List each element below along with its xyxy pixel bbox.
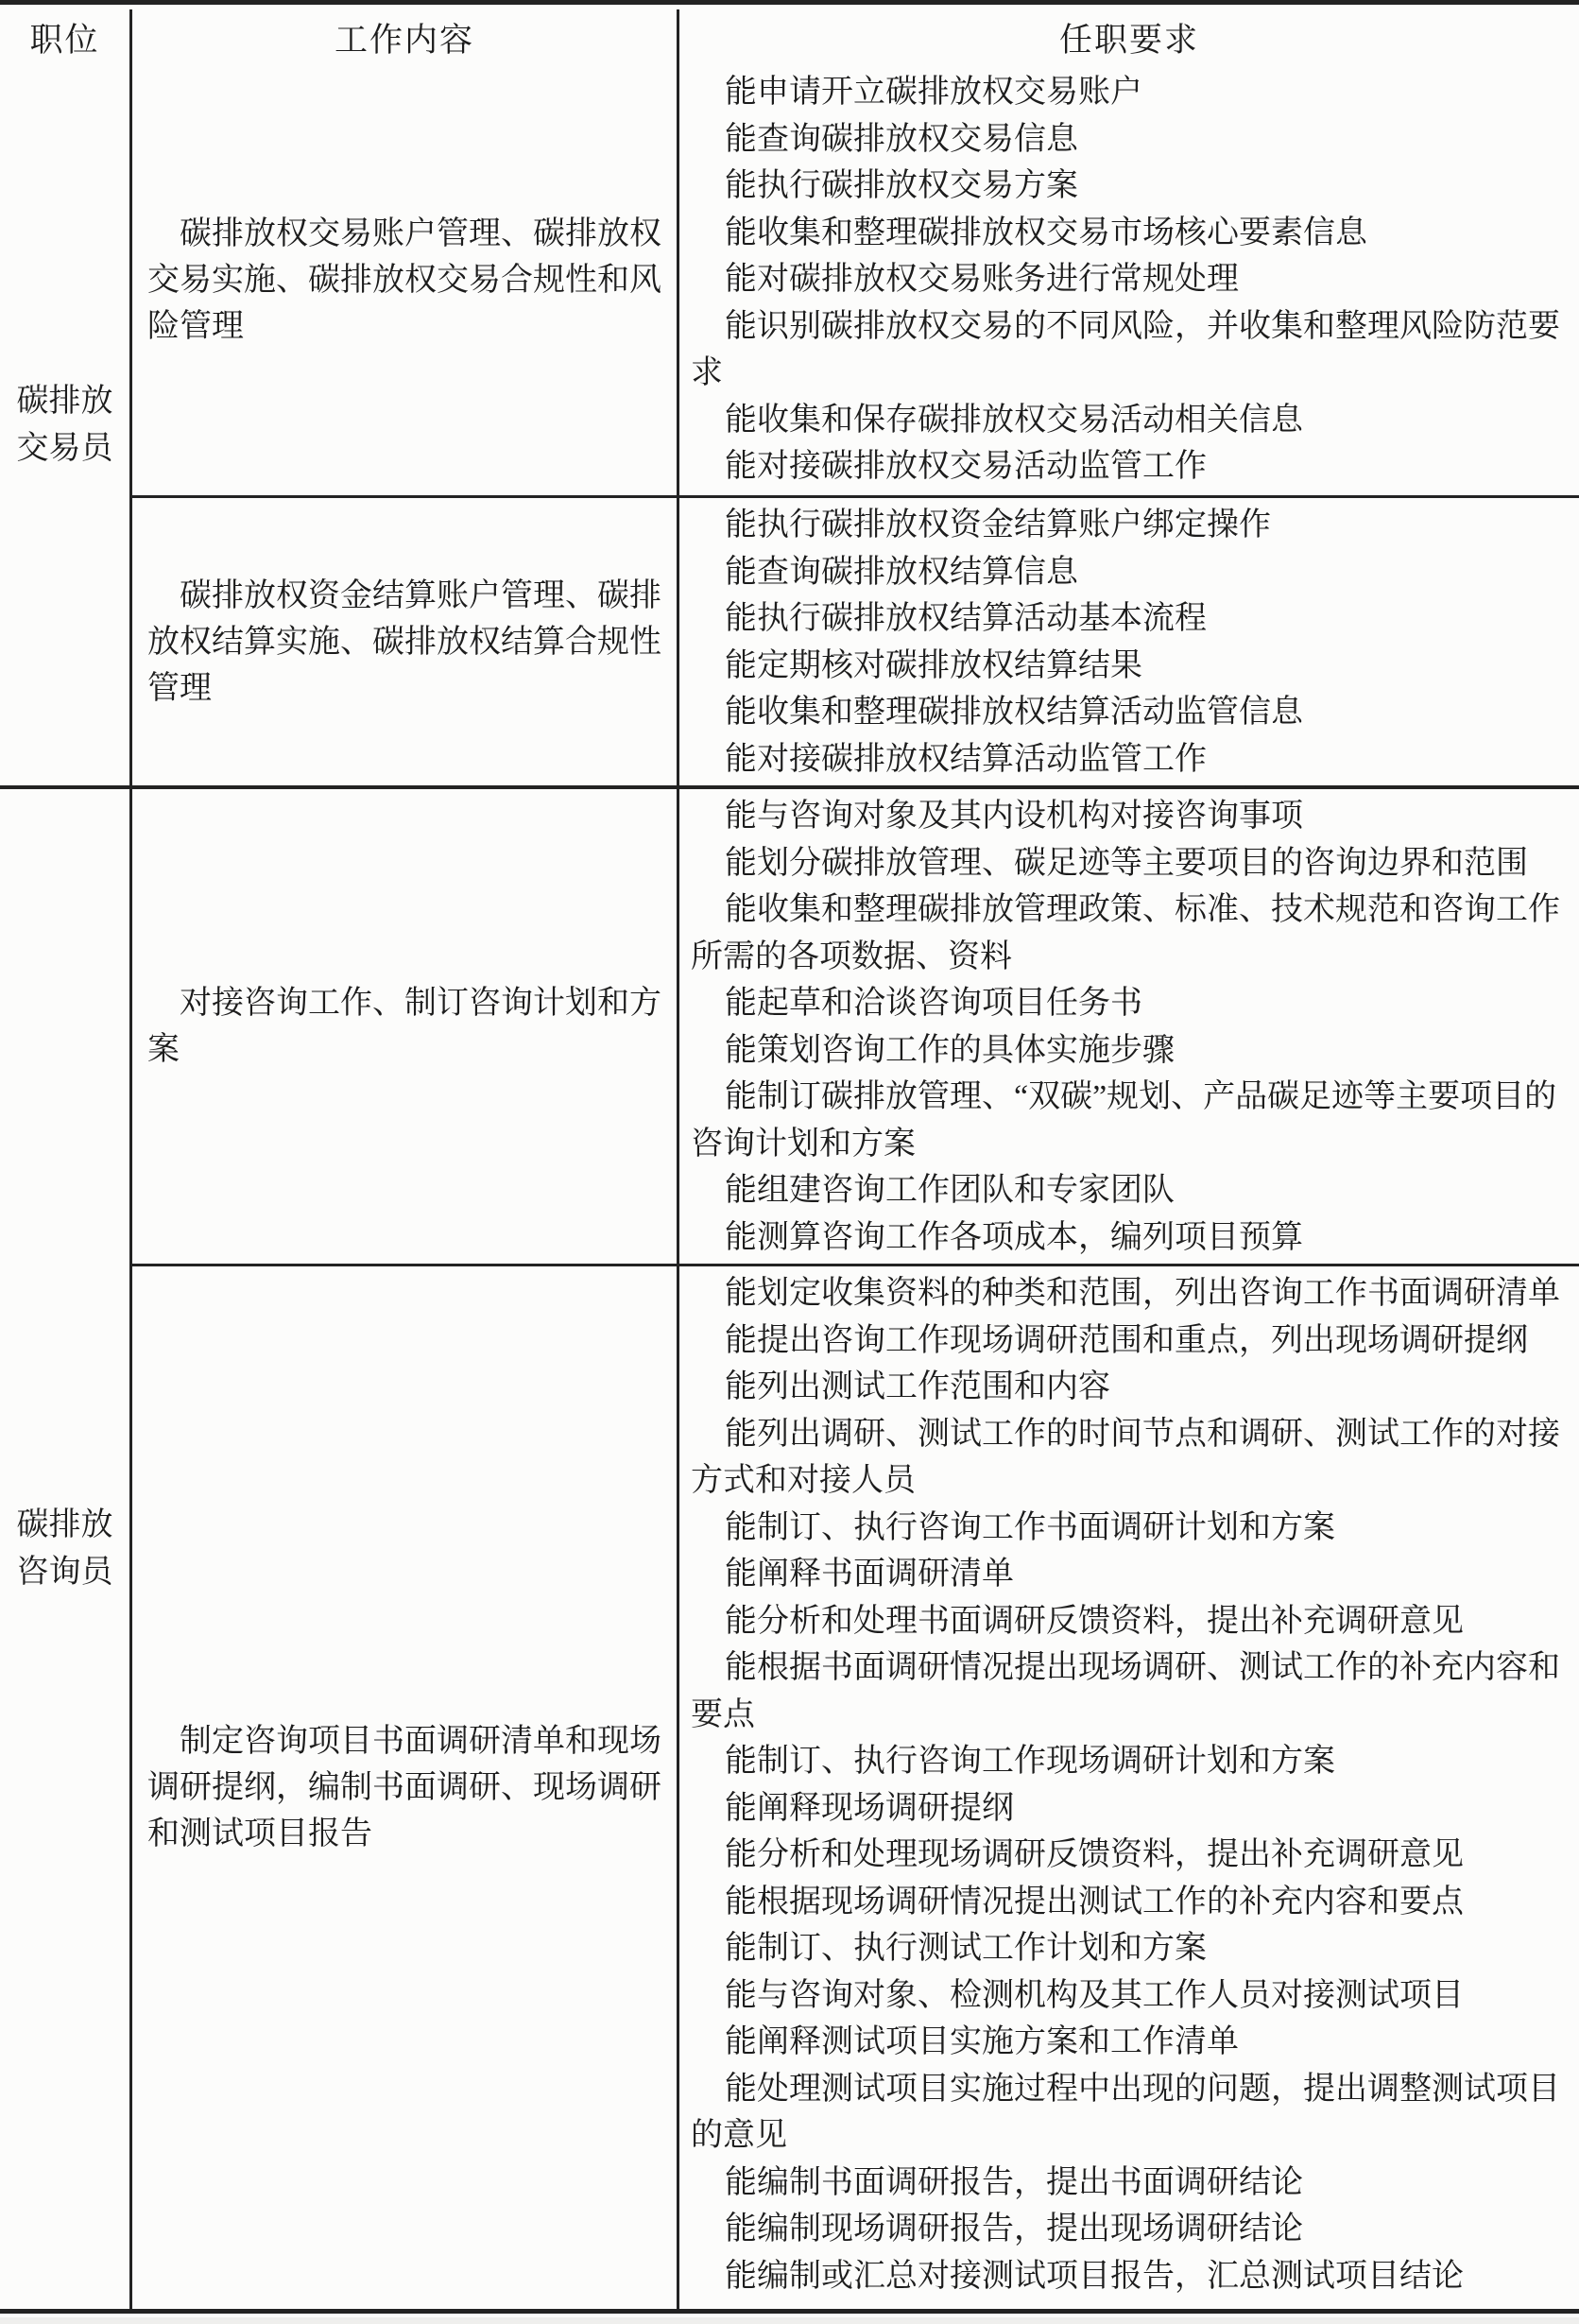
requirement-item: 能处理测试项目实施过程中出现的问题，提出调整测试项目的意见	[691, 2071, 1560, 2153]
requirements-cell	[679, 789, 1579, 1264]
requirement-item: 能收集和保存碳排放权交易活动相关信息	[725, 402, 1303, 438]
work-content-cell	[132, 1266, 677, 2309]
requirement-item: 能执行碳排放权资金结算账户绑定操作	[725, 508, 1271, 542]
requirement-item: 能制订、执行咨询工作现场调研计划和方案	[725, 1744, 1335, 1779]
requirement-item: 能提出咨询工作现场调研范围和重点，列出现场调研提纲	[725, 1322, 1528, 1358]
requirement-item: 能阐释测试项目实施方案和工作清单	[725, 2024, 1239, 2059]
column-header-requirements: 任职要求	[1058, 21, 1199, 59]
scan-artifact-strip	[0, 2317, 1579, 2324]
requirement-item: 能识别碳排放权交易的不同风险，并收集和整理风险防范要求	[691, 308, 1560, 390]
header-divider-line	[0, 0, 1579, 3]
position-name-carbon-trader: 碳排放交易员	[16, 384, 113, 466]
requirement-item: 能制订、执行咨询工作书面调研计划和方案	[725, 1509, 1335, 1545]
requirement-item: 能组建咨询工作团队和专家团队	[725, 1173, 1175, 1208]
requirement-item: 能定期核对碳排放权结算结果	[725, 647, 1142, 683]
work-content-cell	[132, 65, 677, 495]
requirement-item: 能收集和整理碳排放权交易市场核心要素信息	[725, 215, 1367, 250]
requirement-item: 能划分碳排放管理、碳足迹等主要项目的咨询边界和范围	[725, 845, 1528, 881]
requirement-item: 能申请开立碳排放权交易账户	[725, 75, 1142, 110]
requirement-item: 能分析和处理书面调研反馈资料，提出补充调研意见	[725, 1603, 1464, 1639]
column-header-position: 职位	[29, 21, 100, 59]
requirement-item: 能查询碳排放权交易信息	[725, 121, 1078, 157]
work-content-text: 制定咨询项目书面调研清单和现场调研提纲，编制书面调研、现场调研和测试项目报告	[147, 1724, 661, 1851]
requirement-item: 能划定收集资料的种类和范围，列出咨询工作书面调研清单	[725, 1276, 1560, 1311]
work-content-cell	[132, 498, 677, 785]
work-content-text: 碳排放权资金结算账户管理、碳排放权结算实施、碳排放权结算合规性管理	[147, 577, 661, 706]
requirements-cell	[679, 498, 1579, 785]
requirement-item: 能分析和处理现场调研反馈资料，提出补充调研意见	[725, 1837, 1464, 1872]
requirement-item: 能根据书面调研情况提出现场调研、测试工作的补充内容和要点	[691, 1650, 1560, 1732]
work-content-text: 碳排放权交易账户管理、碳排放权交易实施、碳排放权交易合规性和风险管理	[147, 216, 661, 344]
column-header-work-content: 工作内容	[334, 21, 474, 59]
requirement-item: 能与咨询对象、检测机构及其工作人员对接测试项目	[725, 1977, 1464, 2013]
requirement-item: 能测算咨询工作各项成本，编列项目预算	[725, 1219, 1303, 1255]
requirement-item: 能对接碳排放权结算活动监管工作	[725, 741, 1207, 777]
requirement-item: 能起草和洽谈咨询项目任务书	[725, 986, 1142, 1021]
work-content-text: 对接咨询工作、制订咨询计划和方案	[147, 986, 661, 1067]
work-content-cell	[132, 789, 677, 1264]
requirement-item: 能阐释书面调研清单	[725, 1557, 1014, 1592]
requirement-item: 能收集和整理碳排放管理政策、标准、技术规范和咨询工作所需的各项数据、资料	[691, 892, 1560, 974]
requirements-cell	[679, 1266, 1579, 2309]
requirement-item: 能与咨询对象及其内设机构对接咨询事项	[725, 799, 1303, 834]
position-name-carbon-consultant: 碳排放咨询员	[16, 1507, 113, 1590]
requirement-item: 能对接碳排放权交易活动监管工作	[725, 449, 1207, 484]
requirement-item: 能收集和整理碳排放权结算活动监管信息	[725, 695, 1303, 730]
requirement-item: 能执行碳排放权交易方案	[725, 168, 1078, 203]
table-border-bottom	[0, 2309, 1579, 2314]
requirement-item: 能编制或汇总对接测试项目报告，汇总测试项目结论	[725, 2258, 1464, 2294]
requirement-item: 能执行碳排放权结算活动基本流程	[725, 601, 1207, 636]
requirement-item: 能查询碳排放权结算信息	[725, 554, 1078, 590]
requirement-item: 能对碳排放权交易账务进行常规处理	[725, 262, 1239, 297]
requirement-item: 能编制现场调研报告，提出现场调研结论	[725, 2212, 1303, 2247]
requirement-item: 能列出调研、测试工作的时间节点和调研、测试工作的对接方式和对接人员	[691, 1416, 1560, 1498]
requirement-item: 能编制书面调研报告，提出书面调研结论	[725, 2164, 1303, 2200]
requirement-item: 能制订碳排放管理、“双碳”规划、产品碳足迹等主要项目的咨询计划和方案	[691, 1079, 1557, 1162]
requirement-item: 能根据现场调研情况提出测试工作的补充内容和要点	[725, 1884, 1464, 1919]
requirement-item: 能制订、执行测试工作计划和方案	[725, 1931, 1207, 1966]
requirement-item: 能策划咨询工作的具体实施步骤	[725, 1032, 1175, 1068]
requirement-item: 能阐释现场调研提纲	[725, 1790, 1014, 1826]
requirements-cell	[679, 65, 1579, 495]
requirement-item: 能列出测试工作范围和内容	[725, 1369, 1110, 1404]
